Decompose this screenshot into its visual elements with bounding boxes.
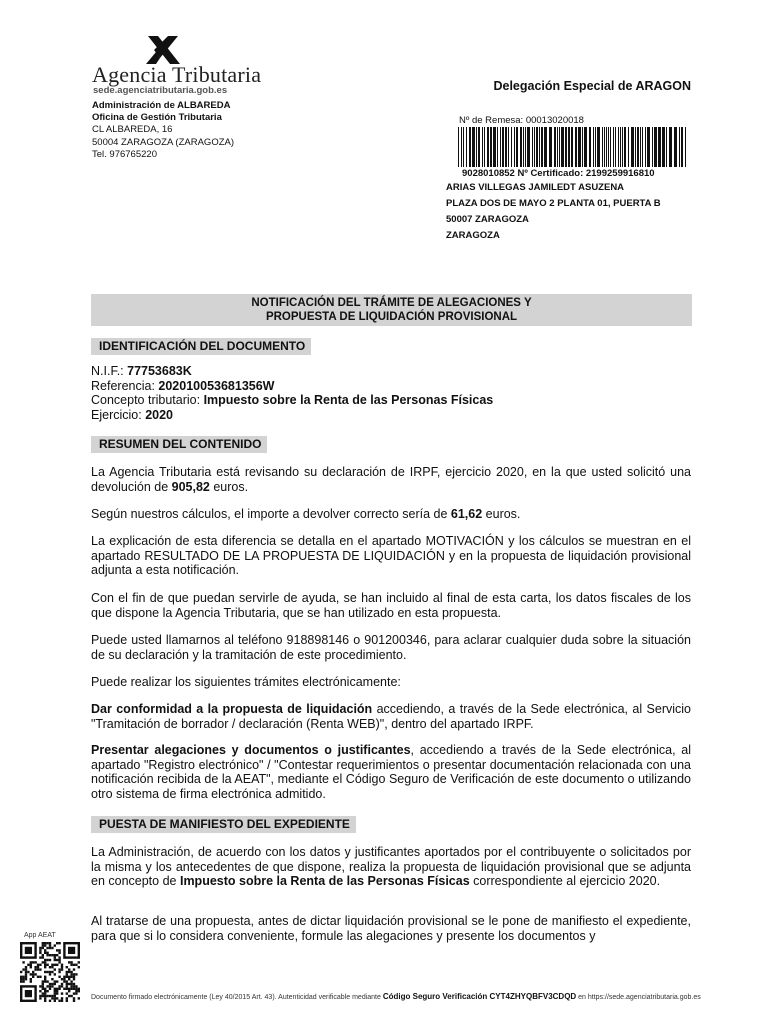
delegacion-title: Delegación Especial de ARAGON xyxy=(493,79,691,93)
document-title-line-1: NOTIFICACIÓN DEL TRÁMITE DE ALEGACIONES Y xyxy=(251,297,532,309)
paragraph-resumen-2: Según nuestros cálculos, el importe a devolver correcto sería de 61,62 euros. xyxy=(91,507,521,521)
paragraph-resumen-4: Con el fin de que puedan servirle de ayuda, se han incluido al final de esta carta, los datos fiscales de los que dispone la Agencia Tributaria, que se han utilizado en esta propuesta. xyxy=(91,591,691,620)
remesa-number: Nº de Remesa: 00013020018 xyxy=(459,115,584,126)
office-line-1: Administración de ALBAREDA xyxy=(92,100,231,111)
ejercicio-value: 2020 xyxy=(145,407,173,422)
paragraph-puesta-1: La Administración, de acuerdo con los datos y justificantes aportados por el contribuyente o solicitados por la misma y los antecedentes de que dispone, realiza la propuesta de liquidación provisional que se adjunta en concepto de Impuesto sobre la Renta de las Personas Físicas correspondiente al ejercicio 2020. xyxy=(91,845,691,889)
recipient-street: PLAZA DOS DE MAYO 2 PLANTA 01, PUERTA B xyxy=(446,198,661,209)
recipient-name: ARIAS VILLEGAS JAMILEDT ASUZENA xyxy=(446,182,625,193)
office-address xyxy=(92,100,234,161)
concepto-value: Impuesto sobre la Renta de las Personas Físicas xyxy=(203,393,494,408)
footer-signature-text: Documento firmado electrónicamente (Ley 40/2015 Art. 43). Autenticidad verificable mediante Código Seguro Verificación CYT4ZHYQBFV3CDQD en https://sede.agenciatributaria.gob.es xyxy=(91,992,701,1001)
ejercicio-row: Ejercicio: 2020 xyxy=(91,407,173,422)
section-heading-puesta: PUESTA DE MANIFIESTO DEL EXPEDIENTE xyxy=(91,816,356,833)
csv-code: Código Seguro Verificación CYT4ZHYQBFV3CDQD xyxy=(382,992,577,1001)
agency-url: sede.agenciatributaria.gob.es xyxy=(93,85,228,96)
nif-row: N.I.F.: 77753683K xyxy=(91,364,192,378)
office-line-5: Tel. 976765220 xyxy=(92,148,157,160)
paragraph-resumen-7: Dar conformidad a la propuesta de liquidación accediendo, a través de la Sede electrónica, al Servicio "Tramitación de borrador / declaración (Renta WEB)", dentro del apartado IRPF. xyxy=(91,702,691,731)
office-line-4: 50004 ZARAGOZA (ZARAGOZA) xyxy=(92,136,235,148)
barcode-icon xyxy=(458,127,688,167)
certificado-number: 9028010852 Nº Certificado: 2199259916810 xyxy=(462,168,655,179)
document-title-line-2: PROPUESTA DE LIQUIDACIÓN PROVISIONAL xyxy=(265,311,518,323)
office-line-3: CL ALBAREDA, 16 xyxy=(92,124,173,136)
section-heading-resumen: RESUMEN DEL CONTENIDO xyxy=(91,436,267,453)
section-heading-identificacion: IDENTIFICACIÓN DEL DOCUMENTO xyxy=(91,338,311,355)
nif-value: 77753683K xyxy=(127,364,192,378)
reference-value: 202010053681356W xyxy=(158,378,275,393)
paragraph-resumen-5: Puede usted llamarnos al teléfono 918898146 o 901200346, para aclarar cualquier duda sobre la situación de su declaración y la tramitación de este procedimiento. xyxy=(91,633,691,662)
agency-name: Agencia Tributaria xyxy=(92,62,262,87)
concepto-row: Concepto tributario: Impuesto sobre la Renta de las Personas Físicas xyxy=(91,393,494,408)
office-line-2: Oficina de Gestión Tributaria xyxy=(92,112,222,124)
paragraph-resumen-6: Puede realizar los siguientes trámites electrónicamente: xyxy=(91,675,401,689)
paragraph-resumen-3: La explicación de esta diferencia se detalla en el apartado MOTIVACIÓN y los cálculos se muestran en el apartado RESULTADO DE LA PROPUESTA DE LIQUIDACIÓN y en la propuesta de liquidación provisional adjunta a esta notificación. xyxy=(91,534,691,578)
app-aeat-label: App AEAT xyxy=(24,932,56,939)
paragraph-resumen-1: La Agencia Tributaria está revisando su declaración de IRPF, ejercicio 2020, en la que usted solicitó una devolución de 905,82 euros. xyxy=(91,465,691,494)
recipient-postal: 50007 ZARAGOZA xyxy=(446,214,529,225)
qr-code-icon xyxy=(20,942,80,1002)
document-title xyxy=(91,294,692,326)
paragraph-resumen-8: Presentar alegaciones y documentos o justificantes, accediendo a través de la Sede electrónica, al apartado "Registro electrónico" / "Contestar requerimientos o presentar documentación relacionada con una notificación recibida de la AEAT", mediante el Código Seguro de Verificación de este documento o utilizando otro sistema de firma electrónica admitido. xyxy=(91,743,691,801)
paragraph-puesta-2: Al tratarse de una propuesta, antes de dictar liquidación provisional se le pone de manifiesto el expediente, para que si lo considera conveniente, formule las alegaciones y presente los documentos y xyxy=(91,914,691,943)
recipient-address xyxy=(446,180,661,244)
identification-block xyxy=(91,364,493,422)
reference-row: Referencia: 202010053681356W xyxy=(91,378,275,393)
recipient-city: ZARAGOZA xyxy=(446,230,500,241)
